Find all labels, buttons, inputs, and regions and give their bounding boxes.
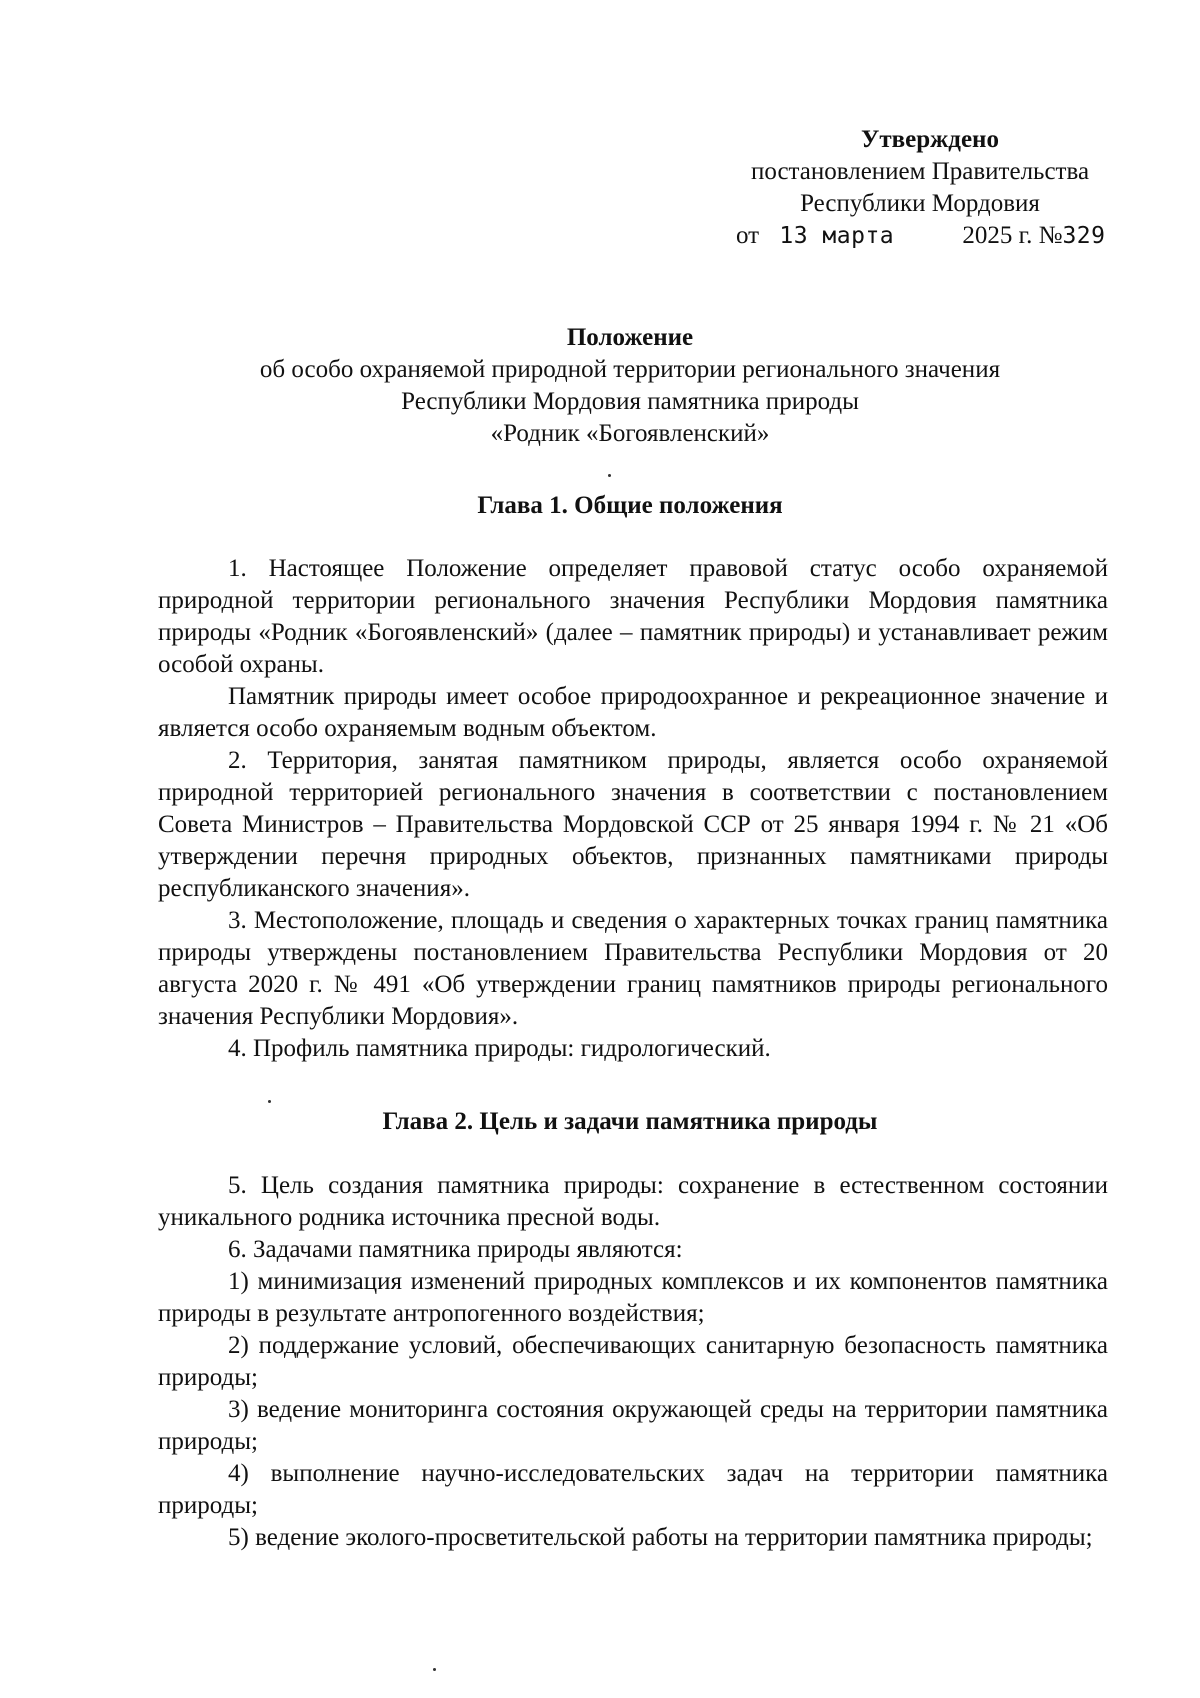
- scan-speck: [433, 1668, 436, 1671]
- document-title: Положение: [566, 324, 694, 351]
- approval-date-number: 329: [1062, 223, 1106, 249]
- paragraph: 4. Профиль памятника природы: гидрологический.: [228, 1035, 771, 1062]
- list-item: 1) минимизация изменений природных комплексов и их компонентов памятника природы в результате антропогенного воздействия;: [158, 1268, 1108, 1327]
- paragraph: 5. Цель создания памятника природы: сохранение в естественном состоянии уникального родника источника пресной воды.: [158, 1172, 1108, 1231]
- approval-line-2: Республики Мордовия: [800, 190, 1040, 217]
- document-subtitle-line-2: Республики Мордовия памятника природы: [401, 388, 859, 415]
- document-subtitle-line-1: об особо охраняемой природной территории регионального значения: [259, 356, 1001, 383]
- scan-speck: [608, 474, 611, 477]
- document-title-block: [150, 322, 1110, 450]
- paragraph: Памятник природы имеет особое природоохранное и рекреационное значение и является особо охраняемым водным объектом.: [158, 683, 1108, 742]
- approval-heading: Утверждено: [861, 126, 999, 153]
- list-item: 5) ведение эколого-просветительской работы на территории памятника природы;: [228, 1524, 1093, 1551]
- approval-line-1: постановлением Правительства: [750, 158, 1090, 185]
- paragraph: 2. Территория, занятая памятником природы, является особо охраняемой природной территорией регионального значения в соответствии с постановлением Совета Министров – Правительства Мордовской ССР от 25 января 1994 г. № 21 «Об утверждении перечня природных объектов, признанных памятниками природы республиканского значения».: [158, 747, 1108, 902]
- paragraph: 6. Задачами памятника природы являются:: [228, 1236, 683, 1263]
- list-item: 2) поддержание условий, обеспечивающих санитарную безопасность памятника природы;: [158, 1332, 1108, 1391]
- document-subtitle-line-3: «Родник «Богоявленский»: [490, 420, 770, 447]
- list-item: 3) ведение мониторинга состояния окружающей среды на территории памятника природы;: [158, 1396, 1108, 1455]
- chapter-2-heading: Глава 2. Цель и задачи памятника природы: [382, 1108, 878, 1135]
- paragraph: 1. Настоящее Положение определяет правовой статус особо охраняемой природной территории регионального значения Республики Мордовия памятника природы «Родник «Богоявленский» (далее – памятник природы) и устанавливает режим особой охраны.: [158, 555, 1108, 678]
- approval-stamp: [700, 124, 1140, 252]
- approval-date-prefix: от: [736, 222, 760, 249]
- chapter-1-body: [158, 553, 1108, 1065]
- approval-date-line: [736, 220, 1140, 252]
- scan-speck: [268, 1100, 271, 1103]
- list-item: 4) выполнение научно-исследовательских задач на территории памятника природы;: [158, 1460, 1108, 1519]
- chapter-2-body: [158, 1170, 1108, 1554]
- approval-date-day-month: 13 марта: [779, 223, 895, 249]
- chapter-1-heading: Глава 1. Общие положения: [477, 492, 783, 519]
- paragraph: 3. Местоположение, площадь и сведения о характерных точках границ памятника природы утверждены постановлением Правительства Республики Мордовия от 20 августа 2020 г. № 491 «Об утверждении границ памятников природы регионального значения Республики Мордовия».: [158, 907, 1108, 1030]
- approval-date-year: 2025 г. №: [962, 222, 1063, 249]
